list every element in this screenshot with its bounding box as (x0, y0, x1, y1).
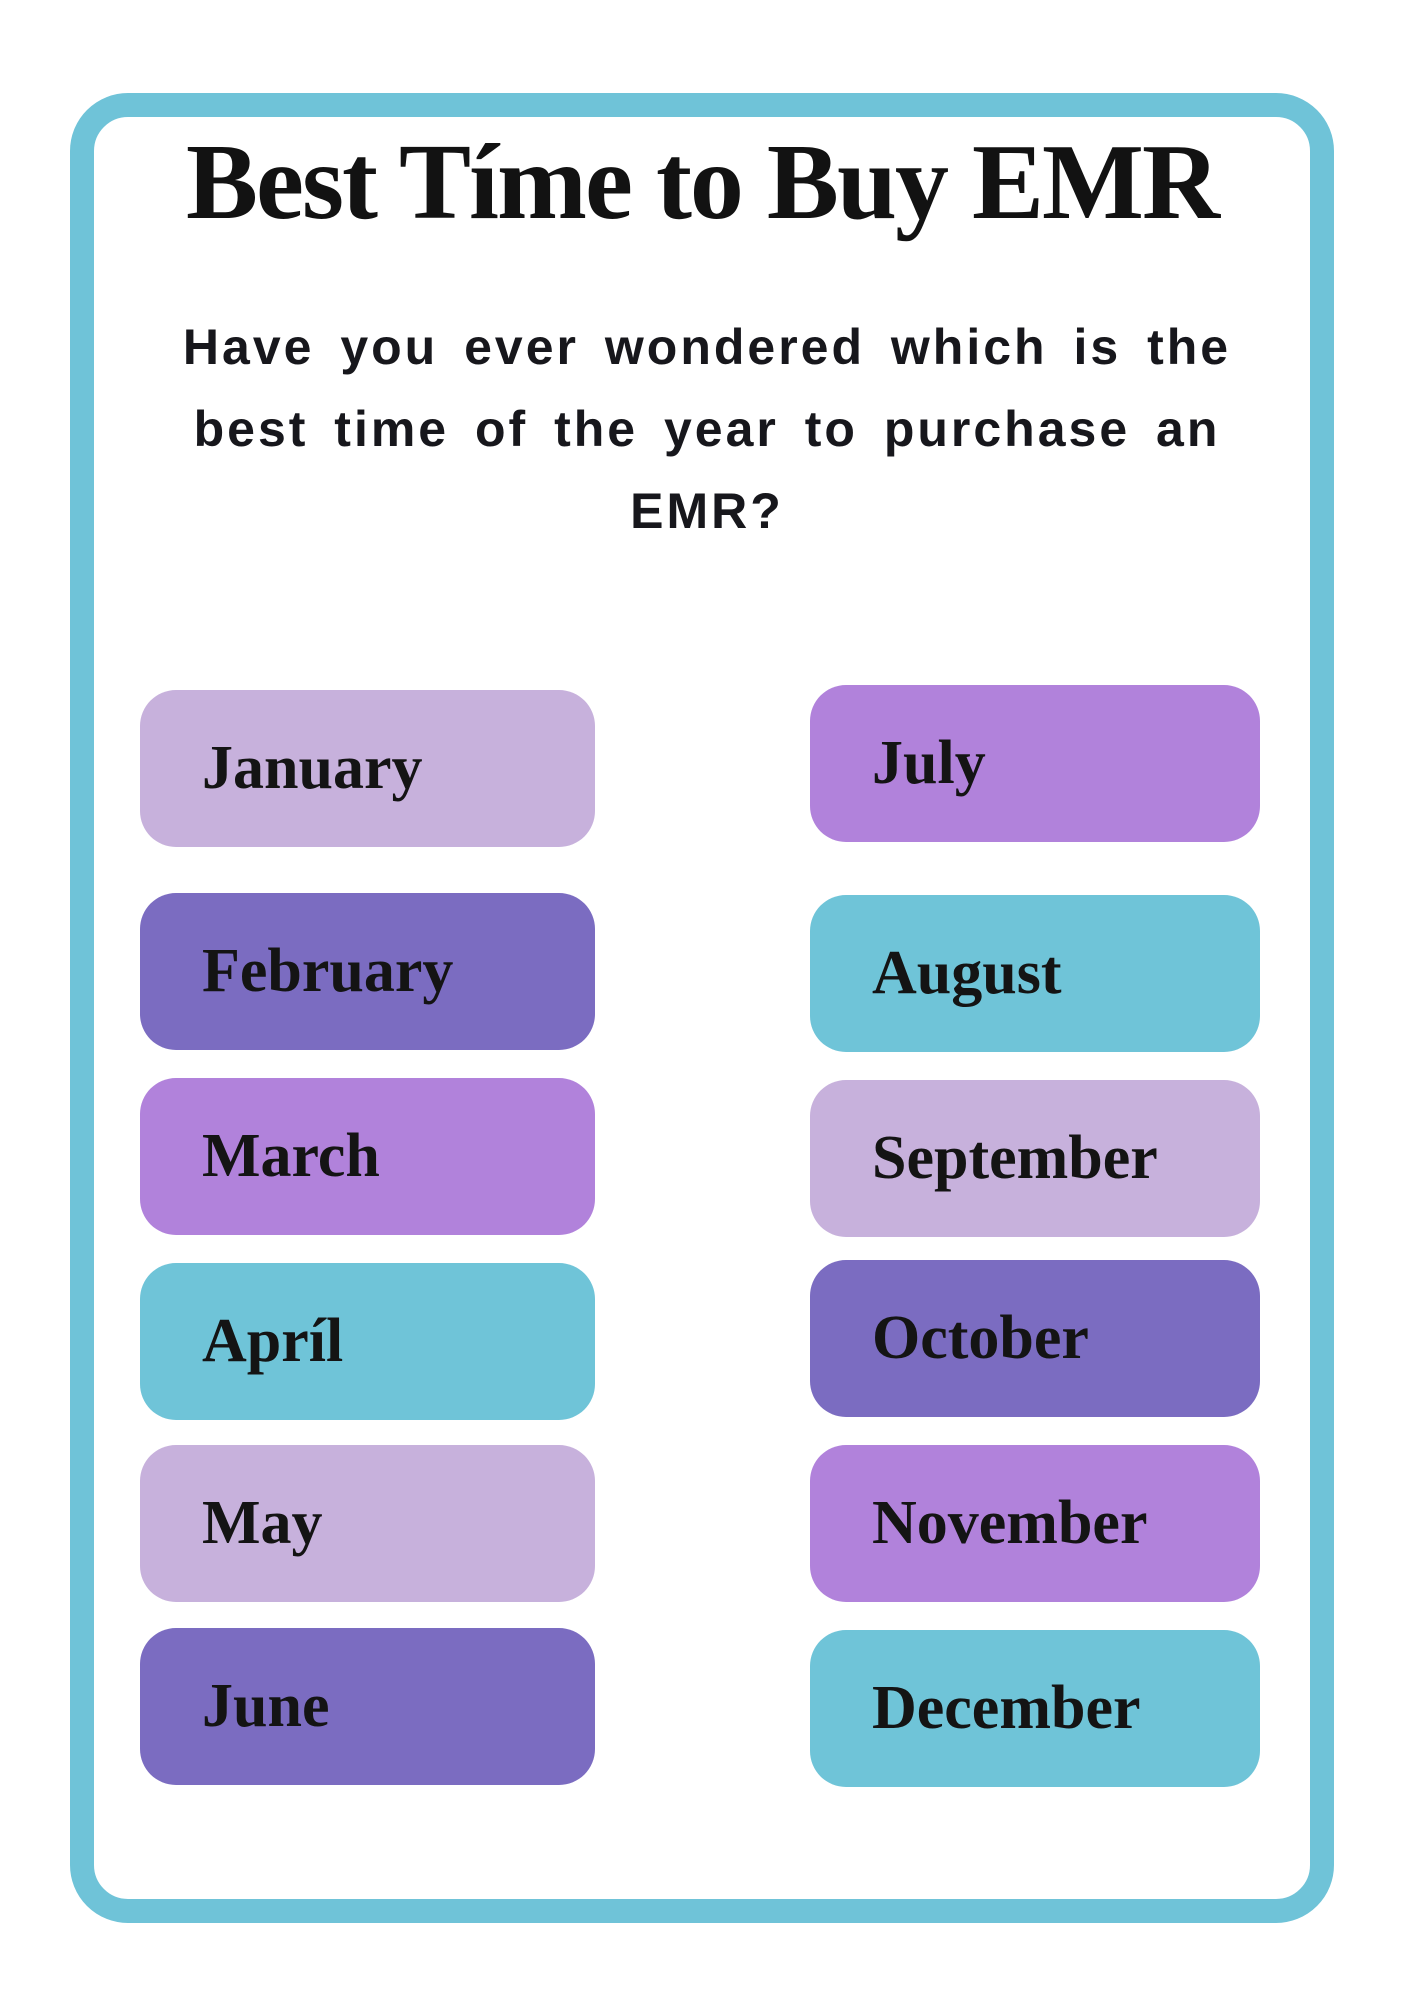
month-label: July (872, 729, 986, 797)
month-pill-january (140, 690, 595, 847)
month-pill-may (140, 1445, 595, 1602)
month-label: November (872, 1489, 1148, 1557)
subtitle-line-2: best time of the year to purchase an (193, 401, 1221, 457)
subtitle-line-3: EMR? (630, 483, 784, 539)
month-label: September (872, 1124, 1158, 1192)
month-pill-june (140, 1628, 595, 1785)
month-label: August (872, 939, 1062, 1007)
month-pill-march (140, 1078, 595, 1235)
month-pill-february (140, 893, 595, 1050)
poster-title: Best Tíme to Buy EMR (186, 123, 1218, 242)
month-pill-october (810, 1260, 1260, 1417)
month-label: December (872, 1674, 1141, 1742)
month-label: Apríl (202, 1307, 344, 1375)
month-pill-september (810, 1080, 1260, 1237)
month-label: June (202, 1672, 330, 1740)
month-pill-november (810, 1445, 1260, 1602)
month-pill-august (810, 895, 1260, 1052)
month-pill-december (810, 1630, 1260, 1787)
month-label: January (202, 734, 423, 802)
month-label: October (872, 1304, 1089, 1372)
month-label: February (202, 937, 454, 1005)
month-pill-july (810, 685, 1260, 842)
month-label: March (202, 1122, 380, 1190)
poster-subtitle (112, 306, 1302, 552)
month-pill-april (140, 1263, 595, 1420)
subtitle-line-1: Have you ever wondered which is the (182, 319, 1232, 375)
month-label: May (202, 1489, 323, 1557)
